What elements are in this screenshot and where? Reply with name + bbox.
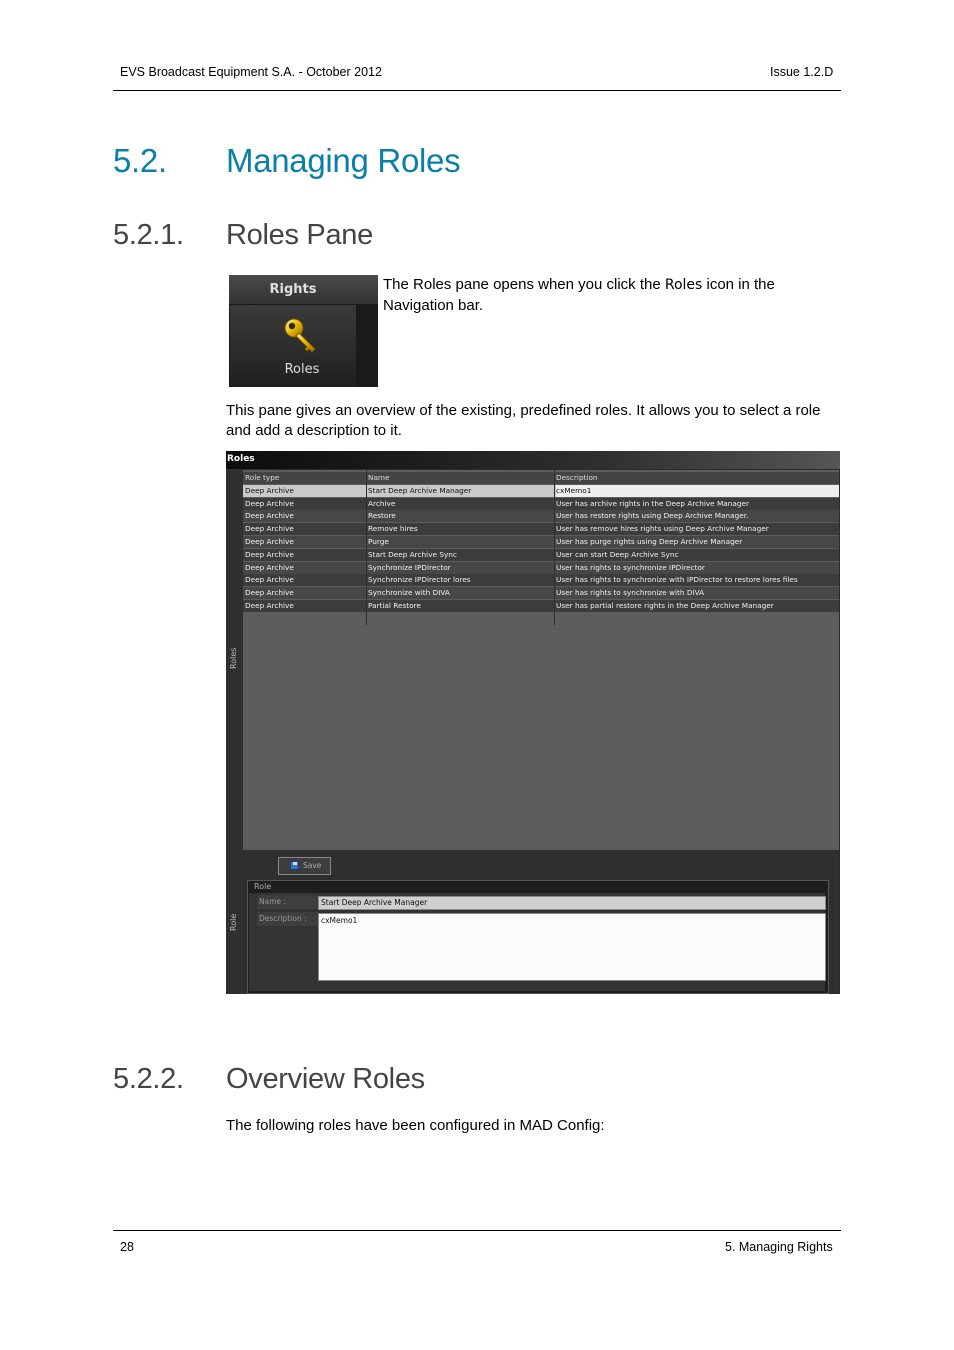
- table-row[interactable]: [243, 574, 839, 586]
- header-rule: [113, 90, 841, 91]
- role-group-box: [247, 880, 829, 994]
- footer-rule: [113, 1230, 841, 1231]
- footer-chapter: 5. Managing Rights: [725, 1240, 833, 1254]
- rights-tab: [229, 275, 378, 304]
- cell-role-type: Deep Archive: [245, 511, 294, 521]
- overview-roles-text: The following roles have been configured in MAD Config:: [226, 1117, 605, 1134]
- table-row[interactable]: [243, 600, 839, 612]
- col-header-name[interactable]: Name: [368, 473, 390, 482]
- intro-text-1: The Roles pane opens when you click the: [383, 276, 665, 293]
- intro-paragraph: [383, 275, 843, 315]
- cell-description: User has rights to synchronize with DIVA: [556, 588, 705, 598]
- cell-role-type: Deep Archive: [245, 575, 294, 585]
- section-title: Managing Roles: [226, 142, 461, 179]
- col-header-description[interactable]: Description: [556, 473, 598, 482]
- role-group-label: Role: [254, 882, 272, 891]
- table-row[interactable]: [243, 549, 839, 561]
- cell-name: Start Deep Archive Sync: [368, 549, 457, 559]
- cell-name: Archive: [368, 498, 396, 508]
- intro-text-3: Navigation bar.: [383, 296, 484, 314]
- roles-title: Roles: [227, 454, 255, 464]
- role-detail-panel: [243, 850, 839, 994]
- table-row[interactable]: [243, 536, 839, 548]
- cell-name: Synchronize IPDirector lores: [368, 575, 471, 585]
- cell-role-type: Deep Archive: [245, 601, 294, 610]
- overview-line-1: This pane gives an overview of the existing, predefined roles. It allows you to select a role: [226, 402, 821, 419]
- sidebar-label-role: Role: [229, 913, 238, 931]
- role-group-body: [249, 893, 825, 991]
- subsection-number: 5.2.1.: [113, 219, 184, 251]
- save-button-label: Save: [303, 861, 322, 870]
- rights-roles-screenshot: [229, 275, 378, 387]
- cell-role-type: Deep Archive: [245, 524, 294, 534]
- cell-description: User has partial restore rights in the Deep Archive Manager: [556, 601, 774, 610]
- cell-description: User has rights to synchronize IPDirector: [556, 562, 705, 572]
- table-row[interactable]: [243, 523, 839, 535]
- key-icon: [282, 317, 322, 357]
- name-field[interactable]: Start Deep Archive Manager: [318, 896, 826, 910]
- name-label: Name :: [257, 895, 319, 909]
- cell-name: Remove hires: [368, 524, 418, 534]
- cell-description: User can start Deep Archive Sync: [556, 549, 679, 559]
- cell-name: Partial Restore: [368, 601, 421, 610]
- table-row[interactable]: [243, 510, 839, 522]
- cell-role-type: Deep Archive: [245, 549, 294, 559]
- cell-role-type: Deep Archive: [245, 537, 294, 546]
- roles-grid: [243, 470, 839, 850]
- table-row[interactable]: [243, 562, 839, 574]
- cell-role-type: Deep Archive: [245, 588, 294, 598]
- col-header-role-type[interactable]: Role type: [245, 473, 280, 482]
- cell-description: User has rights to synchronize with IPDirector to restore lores files: [556, 575, 798, 585]
- subsection-title: Roles Pane: [226, 219, 373, 251]
- cell-role-type: Deep Archive: [245, 562, 294, 572]
- cell-description: User has remove hires rights using Deep Archive Manager: [556, 524, 769, 534]
- cell-description: User has purge rights using Deep Archive Manager: [556, 537, 743, 546]
- table-row[interactable]: [243, 498, 839, 510]
- column-divider: [366, 470, 367, 625]
- overview-paragraph: [226, 401, 846, 440]
- roles-icon-label: Roles: [284, 362, 320, 377]
- cell-role-type: Deep Archive: [245, 498, 294, 508]
- cell-role-type: Deep Archive: [245, 485, 294, 495]
- header-left: EVS Broadcast Equipment S.A. - October 2012: [120, 65, 382, 79]
- cell-description: User has restore rights using Deep Archive Manager.: [556, 511, 749, 521]
- header-right: Issue 1.2.D: [770, 65, 834, 79]
- rights-tab-label: Rights: [269, 282, 317, 297]
- intro-bold-roles: Roles: [664, 277, 703, 293]
- cell-name: Purge: [368, 537, 389, 546]
- intro-text-2: icon in the: [702, 276, 775, 293]
- save-disk-icon: [290, 861, 299, 870]
- roles-sidebar: [226, 469, 243, 994]
- table-row[interactable]: [243, 485, 839, 497]
- description-field[interactable]: cxMemo1: [318, 913, 826, 981]
- roles-pane-screenshot: [226, 451, 840, 994]
- subsection-2-number: 5.2.2.: [113, 1063, 184, 1095]
- table-row[interactable]: [243, 587, 839, 599]
- cell-name: Restore: [368, 511, 396, 521]
- subsection-2-title: Overview Roles: [226, 1063, 425, 1095]
- save-button[interactable]: [278, 857, 331, 875]
- overview-line-2: and add a description to it.: [226, 421, 402, 439]
- cell-name: Start Deep Archive Manager: [368, 485, 472, 495]
- roles-titlebar: [226, 451, 840, 469]
- cell-name: Synchronize IPDirector: [368, 562, 451, 572]
- section-number: 5.2.: [113, 142, 167, 179]
- sidebar-label-roles: Roles: [229, 647, 238, 669]
- page-number: 28: [120, 1240, 134, 1254]
- column-divider: [554, 470, 555, 625]
- description-label: Description :: [257, 912, 319, 926]
- grid-header: [243, 472, 839, 484]
- cell-description: cxMemo1: [556, 485, 839, 497]
- cell-description: User has archive rights in the Deep Archive Manager: [556, 498, 749, 508]
- cell-name: Synchronize with DIVA: [368, 588, 450, 598]
